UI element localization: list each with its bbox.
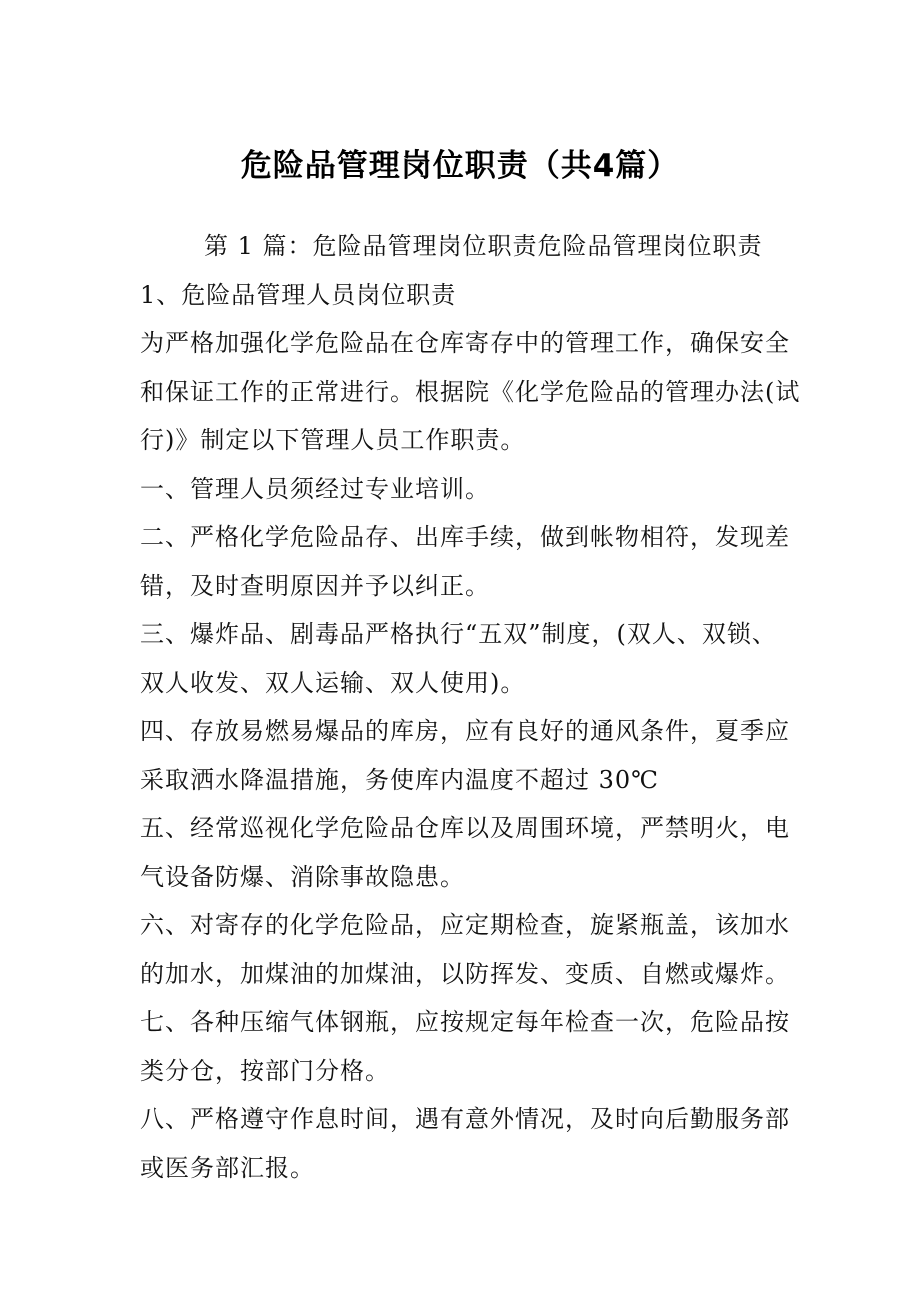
document-body [140, 222, 801, 1192]
duty-item-7: 七、各种压缩气体钢瓶，应按规定每年检查一次，危险品按 [140, 1008, 790, 1036]
duty-item-1: 一、管理人员须经过专业培训。 [140, 474, 490, 503]
duty-item-3-cont: 双人收发、双人运输、双人使用)。 [140, 668, 526, 697]
duty-item-6-cont: 的加水，加煤油的加煤油，以防挥发、变质、自燃或爆炸。 [140, 959, 790, 988]
document-title: 危险品管理岗位职责（共4篇） [240, 148, 680, 184]
duty-item-2-cont: 错，及时查明原因并予以纠正。 [140, 571, 490, 600]
duty-item-4-cont: 采取洒水降温措施，务使库内温度不超过 30℃ [140, 765, 660, 794]
duty-item-4: 四、存放易燃易爆品的库房，应有良好的通风条件，夏季应 [140, 717, 790, 745]
duty-item-2: 二、严格化学危险品存、出库手续，做到帐物相符，发现差 [140, 523, 790, 551]
duty-item-7-cont: 类分仓，按部门分格。 [140, 1056, 390, 1085]
duty-item-3: 三、爆炸品、剧毒品严格执行“五双”制度，(双人、双锁、 [140, 620, 777, 648]
duty-item-5-cont: 气设备防爆、消除事故隐患。 [140, 862, 465, 891]
section-heading: 第 1 篇：危险品管理岗位职责危险品管理岗位职责 [204, 232, 763, 260]
duty-item-6: 六、对寄存的化学危险品，应定期检查，旋紧瓶盖，该加水 [140, 911, 790, 939]
duty-item-8: 八、严格遵守作息时间，遇有意外情况，及时向后勤服务部 [140, 1105, 790, 1133]
paragraph-line: 为严格加强化学危险品在仓库寄存中的管理工作，确保安全 [140, 329, 790, 357]
duty-item-8-cont: 或医务部汇报。 [140, 1153, 315, 1182]
subsection-heading: 1、危险品管理人员岗位职责 [140, 280, 457, 309]
duty-item-5: 五、经常巡视化学危险品仓库以及周围环境，严禁明火，电 [140, 814, 790, 842]
paragraph-line: 行)》制定以下管理人员工作职责。 [140, 426, 526, 454]
paragraph-line: 和保证工作的正常进行。根据院《化学危险品的管理办法(试 [140, 377, 801, 406]
